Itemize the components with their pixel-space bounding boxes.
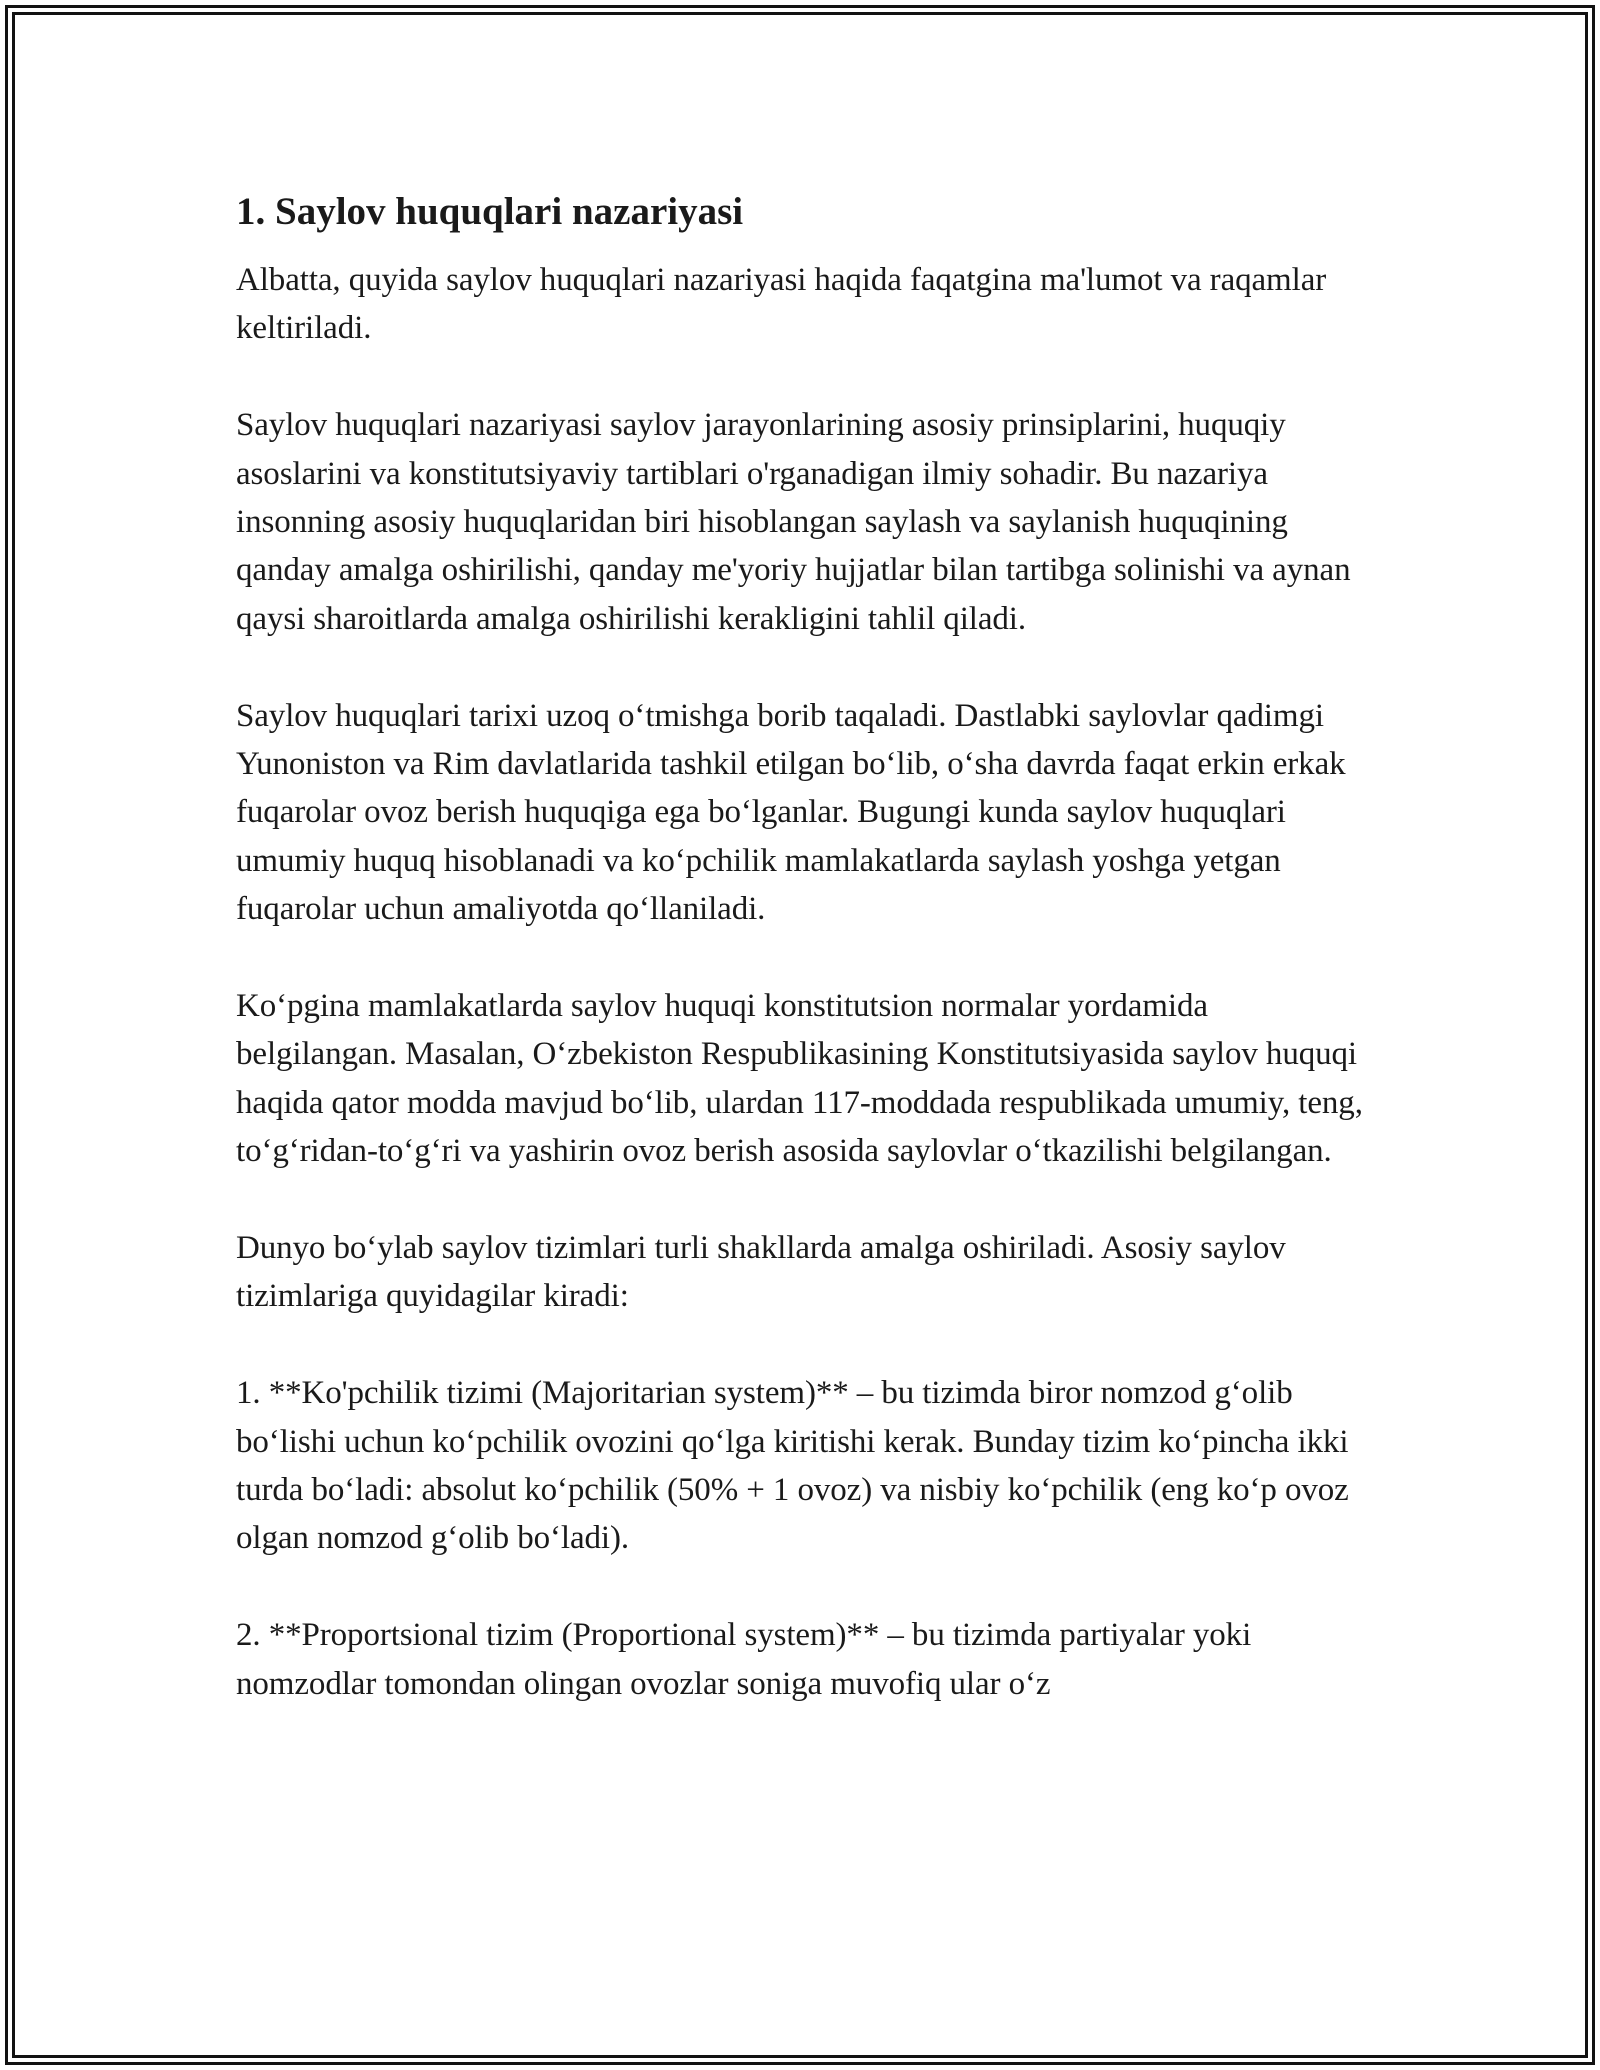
paragraph-theory: Saylov huquqlari nazariyasi saylov jarayonlarining asosiy prinsiplarini, huquqiy asoslarini va konstitutsiyaviy tartiblari o'rganadigan ilmiy sohadir. Bu nazariya insonning asosiy huquqlaridan biri hisoblangan saylash va saylanish huquqining qanday amalga oshirilishi, qanday me'yoriy hujjatlar bilan tartibga solinishi va aynan qaysi sharoitlarda amalga oshirilishi kerakligini tahlil qiladi. bbox=[236, 407, 1351, 637]
paragraph-constitution: Ko‘pgina mamlakatlarda saylov huquqi konstitutsion normalar yordamida belgilangan. Masalan, O‘zbekiston Respublikasining Konstitutsiyasida saylov huquqi haqida qator modda mavjud bo‘lib, ulardan 117-moddada respublikada umumiy, teng, to‘g‘ridan-to‘g‘ri va yashirin ovoz berish asosida saylovlar o‘tkazilishi belgilangan. bbox=[236, 988, 1363, 1170]
paragraph-proportional: 2. **Proportsional tizim (Proportional system)** – bu tizimda partiyalar yoki nomzodlar tomondan olingan ovozlar soniga muvofiq ular o‘z bbox=[236, 1617, 1252, 1702]
document-body bbox=[236, 188, 1366, 1756]
paragraph-majoritarian: 1. **Ko'pchilik tizimi (Majoritarian system)** – bu tizimda biror nomzod g‘olib bo‘lishi uchun ko‘pchilik ovozini qo‘lga kiritishi kerak. Bunday tizim ko‘pincha ikki turda bo‘ladi: absolut ko‘pchilik (50% + 1 ovoz) va nisbiy ko‘pchilik (eng ko‘p ovoz olgan nomzod g‘olib bo‘ladi). bbox=[236, 1375, 1349, 1557]
paragraph-systems-intro: Dunyo bo‘ylab saylov tizimlari turli shakllarda amalga oshiriladi. Asosiy saylov tizimlariga quyidagilar kiradi: bbox=[236, 1230, 1286, 1315]
document-title: 1. Saylov huquqlari nazariyasi bbox=[236, 190, 744, 233]
paragraph-intro: Albatta, quyida saylov huquqlari nazariyasi haqida faqatgina ma'lumot va raqamlar keltiriladi. bbox=[236, 262, 1327, 347]
paragraph-history: Saylov huquqlari tarixi uzoq o‘tmishga borib taqaladi. Dastlabki saylovlar qadimgi Yunoniston va Rim davlatlarida tashkil etilgan bo‘lib, o‘sha davrda faqat erkin erkak fuqarolar ovoz berish huquqiga ega bo‘lganlar. Bugungi kunda saylov huquqlari umumiy huquq hisoblanadi va ko‘pchilik mamlakatlarda saylash yoshga yetgan fuqarolar uchun amaliyotda qo‘llaniladi. bbox=[236, 697, 1346, 928]
